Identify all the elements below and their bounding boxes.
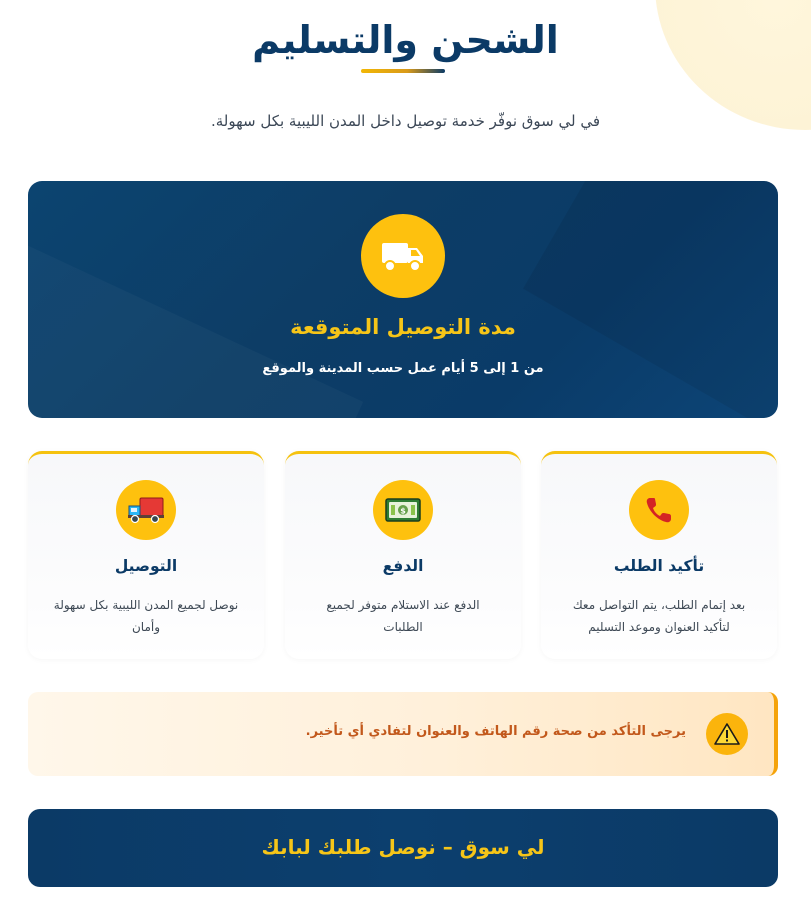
card-title: الدفع	[382, 557, 424, 575]
card-title: تأكيد الطلب	[613, 557, 705, 575]
card-title: التوصيل	[114, 557, 178, 575]
delivery-time-banner	[28, 181, 778, 418]
phone-icon	[629, 480, 689, 540]
page-title: الشحن والتسليم	[252, 18, 559, 62]
svg-text:$: $	[400, 506, 406, 516]
card-description: بعد إتمام الطلب، يتم التواصل معك لتأكيد العنوان وموعد التسليم	[572, 598, 746, 634]
warning-text: يرجى التأكد من صحة رقم الهاتف والعنوان لتفادي أي تأخير.	[305, 724, 686, 739]
card-description: نوصل لجميع المدن الليبية بكل سهولة وأمان	[53, 598, 239, 634]
footer-banner	[28, 809, 778, 887]
warning-icon	[706, 713, 748, 755]
card-description: الدفع عند الاستلام متوفر لجميع الطلبات	[326, 598, 480, 634]
card-payment	[285, 451, 521, 659]
footer-slogan: لي سوق – نوصل طلبك لبابك	[261, 835, 545, 859]
warning-notice	[28, 692, 778, 776]
title-underline	[361, 69, 445, 73]
card-order-confirmation	[541, 451, 777, 659]
delivery-truck-icon	[116, 480, 176, 540]
page-subtitle: في لي سوق نوفّر خدمة توصيل داخل المدن الليبية بكل سهولة.	[210, 112, 601, 130]
card-delivery	[28, 451, 264, 659]
cash-icon	[373, 480, 433, 540]
truck-icon	[361, 214, 445, 298]
hero-title: مدة التوصيل المتوقعة	[290, 315, 516, 339]
hero-subtitle: من 1 إلى 5 أيام عمل حسب المدينة والموقع	[262, 361, 544, 376]
